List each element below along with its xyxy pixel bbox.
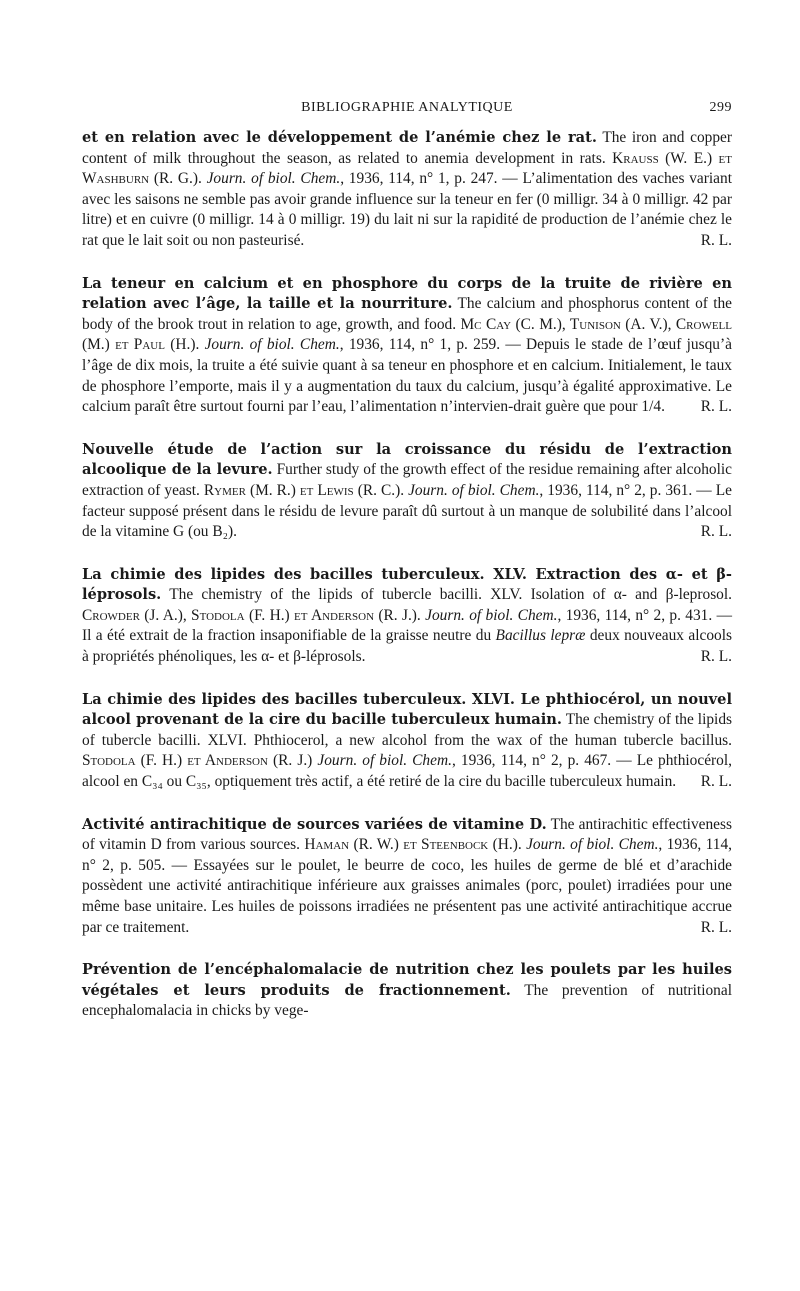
- entry-journal: Journ. of biol. Chem.: [317, 752, 452, 770]
- entry-reference: , 1936, 114, n° 2, p. 431. —: [557, 606, 732, 624]
- running-head-title: BIBLIOGRAPHIE ANALYTIQUE: [301, 100, 513, 115]
- entry-body: Depuis le stade de l’œuf jusqu’à l’âge de dix mois, la truite a été suivie quant à sa teneur en phosphore et en calcium. Initialement, le taux de phosphore l’emporte, mais il y a augmentation du taux du calcium, jusqu’à égalité approximative. Le calcium paraît être surtout fourni par l’eau, l’alimentation n’intervien-drait guère que pour 1/4.: [82, 336, 732, 416]
- entry-heading: et en relation avec le développement de l’anémie chez le rat.: [82, 129, 597, 146]
- abstract-entry: [82, 960, 732, 1022]
- abstract-entry: [82, 274, 732, 418]
- abstract-entry: [82, 128, 732, 252]
- entry-signature: R. L.: [700, 231, 732, 249]
- abstract-entry: [82, 815, 732, 939]
- entry-body: Essayées sur le poulet, le beurre de coco, les huiles de germe de blé et d’arachide possèdent une activité antirachitique inférieure aux graisses animales (porc, poulet) irradiées pour une même base unitaire. Les huiles de poissons irradiées ne présentent pas une activité antirachitique accrue par ce traitement.: [82, 856, 732, 936]
- entry-reference: , 1936, 114, n° 2, p. 467. —: [451, 752, 632, 770]
- entry-reference: , 1936, 114, n° 1, p. 247. —: [340, 170, 518, 188]
- entry-body: L’alimentation des vaches variant avec les saisons ne semble pas avoir grande influence sur la teneur en fer (0 milligr. 34 à 0 milligr. 42 par litre) et en cuivre (0 milligr. 14 à 0 milligr. 19) du lait ni sur la rapidité de production de l’anémie chez le rat que le lait soit ou non pasteurisé.: [82, 170, 732, 249]
- entry-signature: R. L.: [700, 918, 732, 936]
- abstract-entry: [82, 565, 732, 668]
- entry-journal: Journ. of biol. Chem.: [206, 170, 341, 188]
- entry-english-title: The calcium and phosphorus content of the body of the brook trout in relation to age, growth, and food.: [82, 295, 732, 333]
- entry-authors: Crowder (J. A.), Stodola (F. H.) et Anderson (R. J.).: [82, 606, 421, 624]
- entry-english-title: The prevention of nutritional encephalomalacia in chicks by vege-: [82, 981, 732, 1020]
- entry-english-title: Further study of the growth effect of the residue remaining after alcoholic extraction of yeast.: [82, 461, 732, 499]
- entry-body: Il a été extrait de la fraction insaponifiable de la graisse neutre du: [82, 627, 496, 645]
- entry-english-title: The iron and copper content of milk throughout the season, as related to anemia development in rats.: [82, 129, 733, 167]
- entry-signature: R. L.: [700, 398, 732, 416]
- entry-authors: Mc Cay (C. M.), Tunison (A. V.), Crowell (M.) et Paul (H.).: [82, 315, 732, 354]
- page-content: [82, 128, 732, 1044]
- entry-english-title: The antirachitic effectiveness of vitamin D from various sources.: [82, 815, 732, 854]
- entry-heading: La chimie des lipides des bacilles tuberculeux. XLV. Extraction des α- et β-léprosols.: [82, 565, 732, 604]
- entry-heading: Prévention de l’encéphalomalacie de nutrition chez les poulets par les huiles végétales et leurs produits de fractionnement.: [82, 961, 732, 999]
- entry-reference: , 1936, 114, n° 1, p. 259. —: [339, 336, 521, 354]
- entry-journal: Journ. of biol. Chem.: [204, 336, 340, 354]
- entry-journal: Journ. of biol. Chem.: [408, 481, 540, 499]
- running-head: [82, 100, 732, 120]
- entry-heading: La chimie des lipides des bacilles tuberculeux. XLVI. Le phthiocérol, un nouvel alcool provenant de la cire du bacille tuberculeux humain.: [82, 690, 732, 729]
- entry-authors: Stodola (F. H.) et Anderson (R. J.): [82, 752, 313, 770]
- entry-journal: Journ. of biol. Chem.: [425, 606, 558, 624]
- entry-authors: Krauss (W. E.) et Washburn (R. G.).: [82, 149, 732, 188]
- entry-heading: Nouvelle étude de l’action sur la croissance du résidu de l’extraction alcoolique de la levure.: [82, 440, 732, 479]
- entry-signature: R. L.: [700, 648, 732, 666]
- entry-english-title: The chemistry of the lipids of tubercle bacilli. XLVI. Phthiocerol, a new alcohol from the wax of the human tubercle bacillus.: [82, 711, 732, 749]
- abstract-entry: [82, 440, 732, 543]
- entry-body: Le phthiocérol, alcool en C₃₄ ou C₃₅, optiquement très actif, a été retiré de la cire du bacille tuberculeux humain.: [82, 752, 732, 791]
- entry-signature: R. L.: [700, 523, 732, 541]
- entry-body: Le facteur supposé présent dans le résidu de levure paraît dû surtout à un manque de solubilité dans l’alcool de la vitamine G (ou B₂).: [82, 481, 732, 541]
- page-number: 299: [709, 100, 732, 115]
- entry-heading: Activité antirachitique de sources variées de vitamine D.: [82, 815, 547, 833]
- entry-body-continued: deux nouveaux alcools à propriétés phénoliques, les α- et β-léprosols.: [82, 627, 732, 666]
- entry-english-title: The chemistry of the lipids of tubercle bacilli. XLV. Isolation of α- and β-leprosol.: [169, 586, 732, 604]
- abstract-entry: [82, 690, 732, 793]
- entry-authors: Rymer (M. R.) et Lewis (R. C.).: [203, 481, 405, 499]
- entry-authors: Haman (R. W.) et Steenbock (H.).: [304, 836, 522, 854]
- entry-journal: Journ. of biol. Chem.: [526, 836, 659, 854]
- entry-signature: R. L.: [700, 773, 732, 791]
- entry-reference: , 1936, 114, n° 2, p. 361. —: [539, 481, 712, 499]
- entry-body-species: Bacillus lepræ: [495, 627, 586, 645]
- entry-heading: La teneur en calcium et en phosphore du corps de la truite de rivière en relation avec l’âge, la taille et la nourriture.: [82, 274, 732, 313]
- entry-reference: , 1936, 114, n° 2, p. 505. —: [82, 836, 732, 874]
